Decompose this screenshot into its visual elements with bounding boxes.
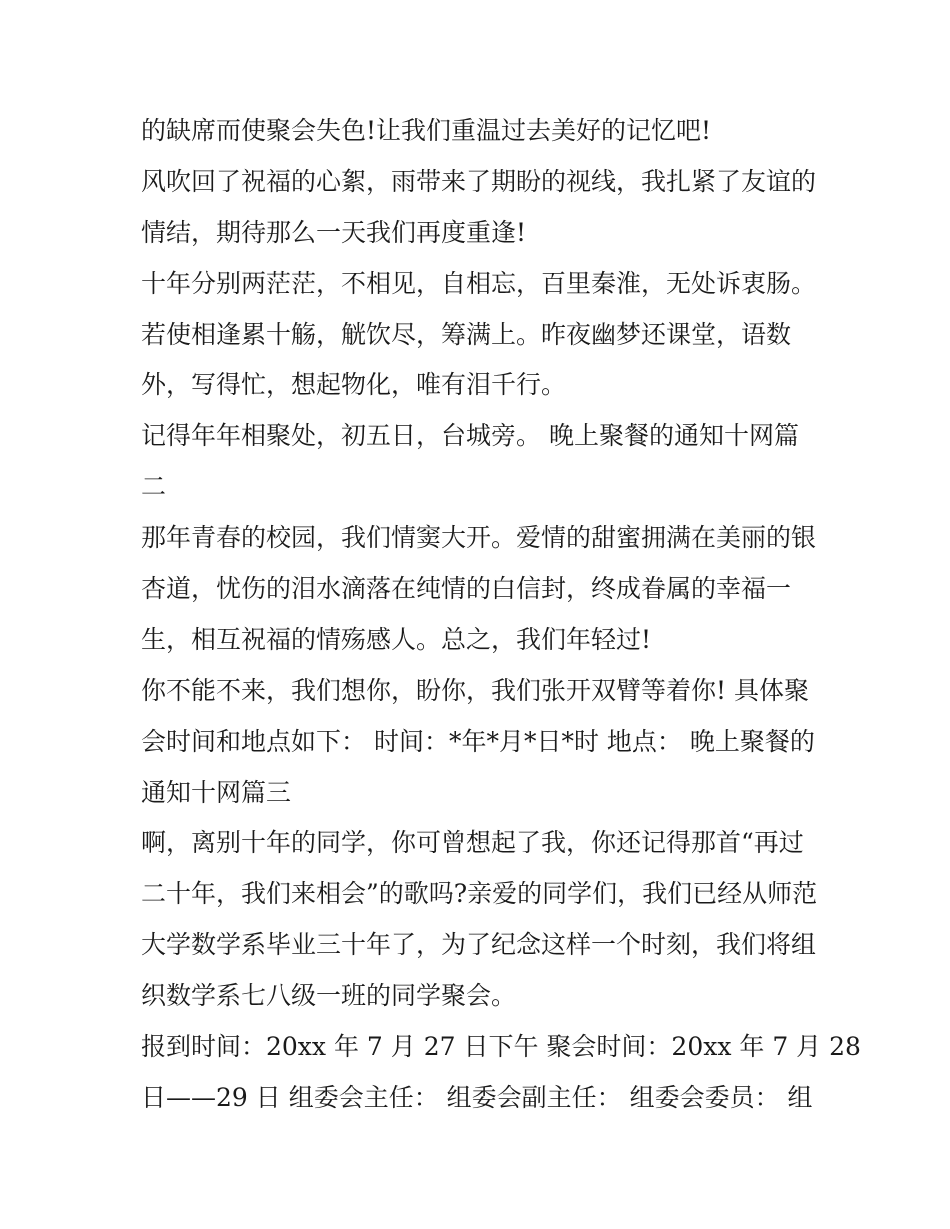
- text-line: 若使相逢累十觞，觥饮尽，筹满上。昨夜幽梦还课堂，语数: [141, 319, 792, 349]
- text-line: 外，写得忙，想起物化，唯有泪千行。: [141, 370, 567, 400]
- text-line: 十年分别两茫茫，不相见，自相忘，百里秦淮，无处诉衷肠。: [141, 268, 817, 298]
- document-body: [141, 106, 861, 1124]
- text-line: 那年青春的校园，我们情窦大开。爱情的甜蜜拥满在美丽的银: [141, 523, 817, 553]
- text-line: 风吹回了祝福的心絮，雨带来了期盼的视线，我扎紧了友谊的: [141, 166, 817, 196]
- text-line: 啊，离别十年的同学，你可曾想起了我，你还记得那首“再过: [141, 828, 804, 858]
- text-line: 二: [141, 472, 167, 502]
- text-line: 生，相互祝福的情殇感人。总之，我们年轻过!: [141, 624, 652, 654]
- text-line: 情结，期待那么一天我们再度重逢!: [141, 217, 527, 247]
- text-line: 你不能不来，我们想你，盼你，我们张开双臂等着你! 具体聚: [141, 675, 809, 705]
- text-line: 的缺席而使聚会失色!让我们重温过去美好的记忆吧!: [141, 116, 712, 145]
- text-line: 记得年年相聚处，初五日，台城旁。 晚上聚餐的通知十网篇: [141, 421, 799, 451]
- text-line: 报到时间：20xx 年 7 月 27 日下午 聚会时间：20xx 年 7 月 28: [141, 1032, 861, 1062]
- text-line: 日——29 日 组委会主任： 组委会副主任： 组委会委员： 组: [141, 1082, 813, 1112]
- text-line: 会时间和地点如下： 时间：*年*月*日*时 地点： 晚上聚餐的: [141, 726, 815, 756]
- text-line: 织数学系七八级一班的同学聚会。: [141, 981, 517, 1011]
- text-line: 大学数学系毕业三十年了，为了纪念这样一个时刻，我们将组: [141, 930, 817, 960]
- text-line: 二十年，我们来相会”的歌吗?亲爱的同学们，我们已经从师范: [141, 879, 818, 909]
- text-line: 通知十网篇三: [141, 777, 292, 807]
- text-line: 杏道，忧伤的泪水滴落在纯情的白信封，终成眷属的幸福一: [141, 574, 792, 604]
